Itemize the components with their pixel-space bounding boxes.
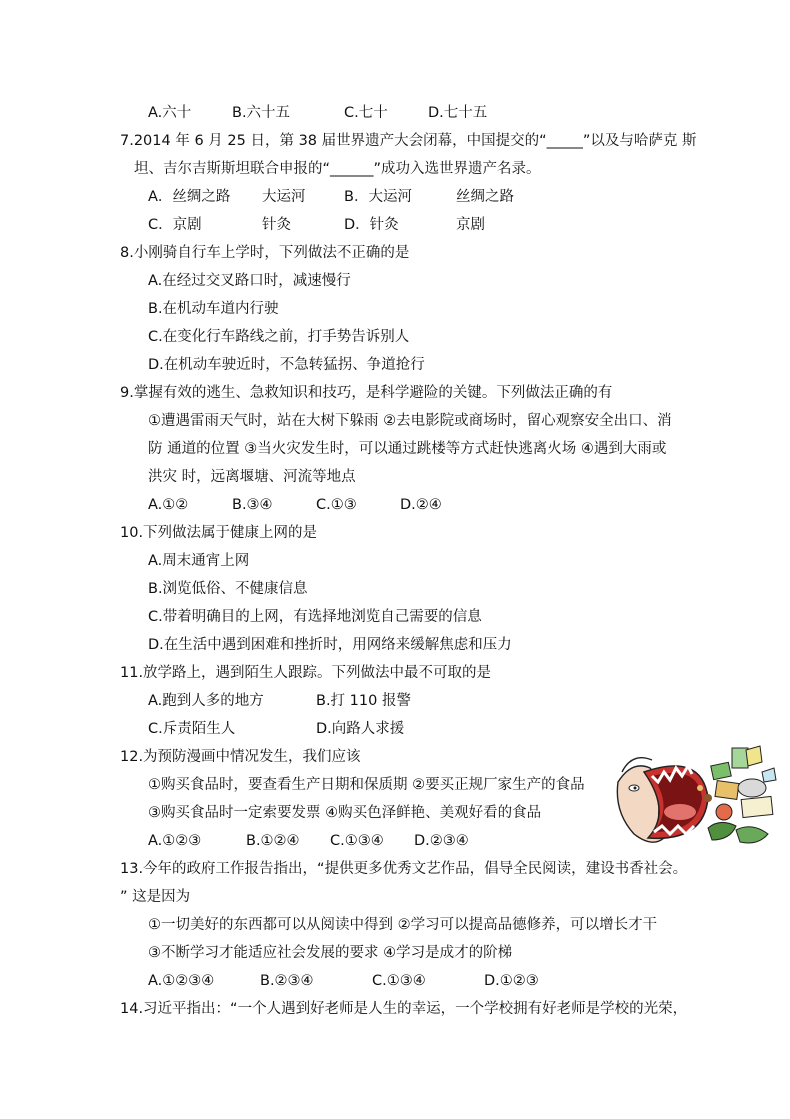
q13-choices-line2: ③不断学习才能适应社会发展的要求 ④学习是成才的阶梯 xyxy=(148,945,513,961)
q6-option-b: B.六十五 xyxy=(232,105,291,121)
q7-stem-line1: 7.2014 年 6 月 25 日，第 38 届世界遗产大会闭幕，中国提交的“_____”以及与哈萨克 斯 xyxy=(120,133,697,149)
q8-option-d: D.在机动车驶近时，不急转猛拐、争道抢行 xyxy=(148,357,425,373)
cartoon-eating-junk-food-icon xyxy=(612,742,784,854)
q9-option-a: A.①② xyxy=(148,497,189,513)
q11-stem: 11.放学路上，遇到陌生人跟踪。下列做法中最不可取的是 xyxy=(120,665,492,681)
q14-stem: 14.习近平指出：“一个人遇到好老师是人生的幸运，一个学校拥有好老师是学校的光荣， xyxy=(120,1001,688,1017)
q11-option-c: C.斥责陌生人 xyxy=(148,721,236,737)
q7-option-d: D．针灸 xyxy=(344,217,399,233)
q7-option-d-second: 京剧 xyxy=(456,217,485,233)
q8-stem: 8.小刚骑自行车上学时，下列做法不正确的是 xyxy=(120,245,410,261)
q8-option-a: A.在经过交叉路口时，减速慢行 xyxy=(148,273,351,289)
q6-option-a: A.六十 xyxy=(148,105,192,121)
q12-option-c: C.①③④ xyxy=(330,833,384,849)
q10-option-b: B.浏览低俗、不健康信息 xyxy=(148,581,308,597)
q9-option-d: D.②④ xyxy=(400,497,442,513)
q7-option-a-second: 大运河 xyxy=(262,189,306,205)
q8-option-c: C.在变化行车路线之前，打手势告诉别人 xyxy=(148,329,410,345)
q7-option-a: A．丝绸之路 xyxy=(148,189,231,205)
q10-option-c: C.带着明确目的上网，有选择地浏览自己需要的信息 xyxy=(148,609,482,625)
q13-option-d: D.①②③ xyxy=(484,973,539,989)
q13-option-b: B.②③④ xyxy=(260,973,314,989)
q7-option-c: C．京剧 xyxy=(148,217,202,233)
q10-option-a: A.周末通宵上网 xyxy=(148,553,250,569)
q9-stem: 9.掌握有效的逃生、急救知识和技巧，是科学避险的关键。下列做法正确的有 xyxy=(120,385,613,401)
q8-option-b: B.在机动车道内行驶 xyxy=(148,301,279,317)
q7-stem-line2: 坦、吉尔吉斯斯坦联合申报的“______”成功入选世界遗产名录。 xyxy=(134,161,541,177)
q7-option-b: B．大运河 xyxy=(344,189,412,205)
q7-option-c-second: 针灸 xyxy=(262,217,291,233)
q10-option-d: D.在生活中遇到困难和挫折时，用网络来缓解焦虑和压力 xyxy=(148,637,512,653)
q13-choices-line1: ①一切美好的东西都可以从阅读中得到 ②学习可以提高品德修养，可以增长才干 xyxy=(148,917,658,933)
q12-choices-line1: ①购买食品时，要查看生产日期和保质期 ②要买正规厂家生产的食品 xyxy=(148,777,585,793)
q9-choices-line1: ①遭遇雷雨天气时，站在大树下躲雨 ②去电影院或商场时，留心观察安全出口、消 xyxy=(148,413,672,429)
q11-option-d: D.向路人求援 xyxy=(316,721,405,737)
q12-stem: 12.为预防漫画中情况发生，我们应该 xyxy=(120,749,361,765)
q13-stem-line2: ” 这是因为 xyxy=(120,889,191,905)
q12-choices-line2: ③购买食品时一定索要发票 ④购买色泽鲜艳、美观好看的食品 xyxy=(148,805,542,821)
q9-choices-line3: 洪灾 时，远离堰塘、河流等地点 xyxy=(148,469,356,485)
q6-option-c: C.七十 xyxy=(344,105,388,121)
q13-option-c: C.①③④ xyxy=(372,973,426,989)
q9-choices-line2: 防 通道的位置 ③当火灾发生时，可以通过跳楼等方式赶快逃离火场 ④遇到大雨或 xyxy=(148,441,667,457)
q11-option-a: A.跑到人多的地方 xyxy=(148,693,264,709)
q11-option-b: B.打 110 报警 xyxy=(316,693,411,709)
q6-option-d: D.七十五 xyxy=(428,105,488,121)
q7-option-b-second: 丝绸之路 xyxy=(456,189,514,205)
q10-stem: 10.下列做法属于健康上网的是 xyxy=(120,525,318,541)
q12-option-b: B.①②④ xyxy=(246,833,300,849)
q13-option-a: A.①②③④ xyxy=(148,973,215,989)
q13-stem-line1: 13.今年的政府工作报告指出，“提供更多优秀文艺作品，倡导全民阅读，建设书香社会。 xyxy=(120,861,688,877)
q9-option-b: B.③④ xyxy=(232,497,273,513)
q12-option-d: D.②③④ xyxy=(414,833,469,849)
q9-option-c: C.①③ xyxy=(316,497,357,513)
q12-option-a: A.①②③ xyxy=(148,833,202,849)
